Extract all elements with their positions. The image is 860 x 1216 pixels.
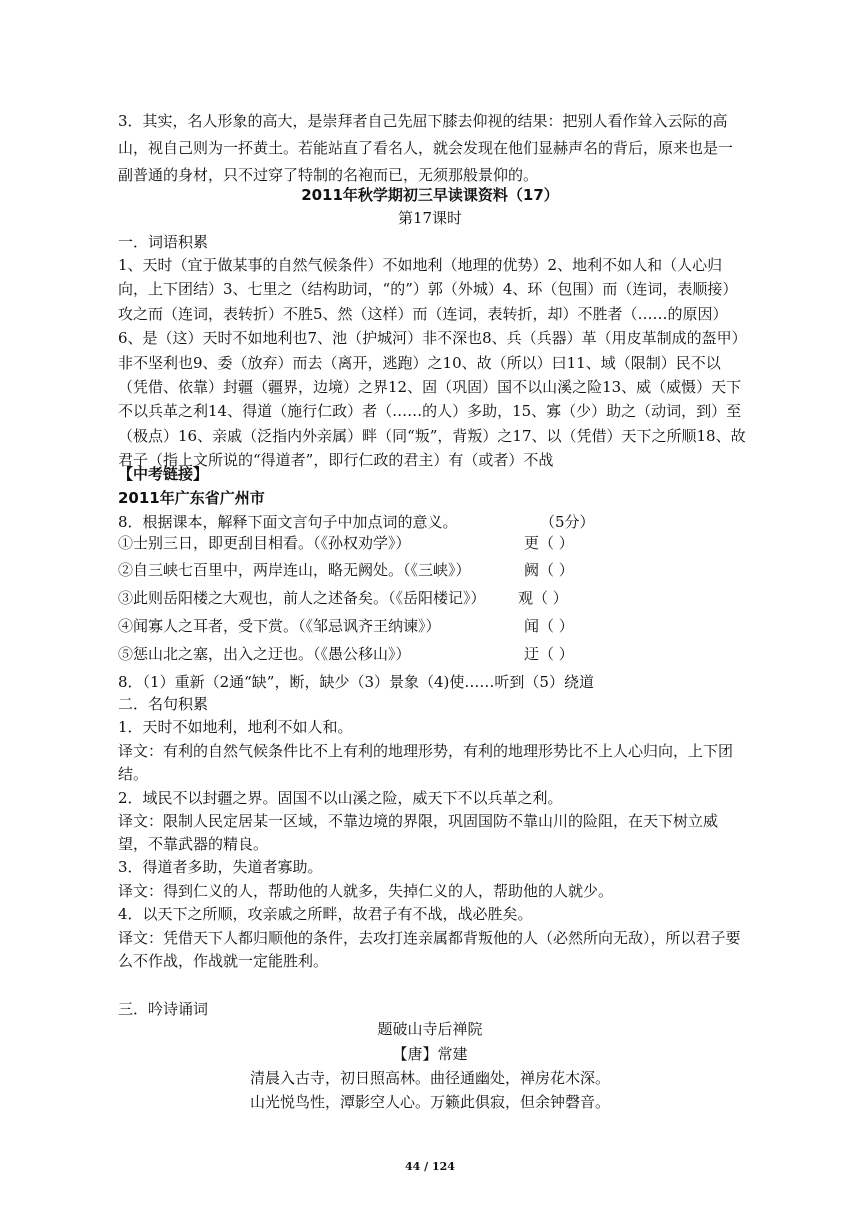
question-8: 8．根据课本，解释下面文言句子中加点词的意义。 <box>118 513 458 531</box>
quote-translation: 译文：有利的自然气候条件比不上有利的地理形势，有利的地理形势比不上人心归向，上下团结。 <box>118 742 734 783</box>
poem-line: 山光悦鸟性，潭影空人心。万籁此俱寂，但余钟磬音。 <box>249 1093 610 1111</box>
answer-blank: 更（ ） <box>524 534 574 552</box>
quote-line: 1．天时不如地利，地利不如人和。 <box>118 718 353 736</box>
answer-blank: 观（ ） <box>518 589 568 607</box>
quote-translation: 译文：凭借天下人都归顺他的条件，去攻打连亲属都背叛他的人（必然所向无敌），所以君子要么不作战，作战就一定能胜利。 <box>118 929 741 970</box>
poem-line: 清晨入古寺，初日照高林。曲径通幽处，禅房花木深。 <box>249 1069 610 1087</box>
poem-title: 题破山寺后禅院 <box>377 1020 483 1038</box>
lesson-label: 第17课时 <box>397 209 463 227</box>
question-8-answer: 8．（1）重新（2通“缺”，断，缺少（3）景象（4)使……听到（5）绕道 <box>118 673 594 691</box>
answer-blank: 阙（ ） <box>524 561 574 579</box>
question-item: ④闻寡人之耳者，受下赏。（《邹忌讽齐王纳谏》） <box>118 617 441 635</box>
section-vocab-heading: 一．词语积累 <box>118 233 209 251</box>
quote-line: 2．域民不以封疆之界。固国不以山溪之险，威天下不以兵革之利。 <box>118 789 563 807</box>
page-number: 44 / 124 <box>405 1160 455 1173</box>
question-item: ②自三峡七百里中，两岸连山，略无阙处。（《三峡》） <box>118 561 471 579</box>
quote-line: 4．以天下之所顺，攻亲戚之所畔，故君子有不战，战必胜矣。 <box>118 905 533 923</box>
quote-translation: 译文：限制人民定居某一区域，不靠边境的界限，巩固国防不靠山川的险阻，在天下树立威望，不靠武器的精良。 <box>118 812 719 853</box>
quote-line: 3．得道者多助，失道者寡助。 <box>118 858 323 876</box>
answer-blank: 迂（ ） <box>524 645 574 663</box>
quote-translation: 译文：得到仁义的人，帮助他的人就多，失掉仁义的人，帮助他的人就少。 <box>118 882 614 900</box>
question-item: ⑤惩山北之塞，出入之迂也。（《愚公移山》） <box>118 645 411 663</box>
section-quotes-heading: 二．名句积累 <box>118 695 209 713</box>
question-item: ①士别三日，即更刮目相看。（《孙权劝学》） <box>118 534 411 552</box>
question-8-score: （5分） <box>540 513 595 531</box>
section-poem-heading: 三．吟诗诵词 <box>118 1000 209 1018</box>
doc-title: 2011年秋学期初三早读课资料（17） <box>301 186 559 204</box>
exam-source: 2011年广东省广州市 <box>118 489 265 507</box>
poem-author: 【唐】常建 <box>392 1045 468 1063</box>
question-item: ③此则岳阳楼之大观也，前人之述备矣。（《岳阳楼记》） <box>118 589 486 607</box>
exam-link-heading: 【中考链接】 <box>118 465 209 483</box>
answer-blank: 闻（ ） <box>524 617 574 635</box>
vocab-paragraph: 1、天时（宜于做某事的自然气候条件）不如地利（地理的优势）2、地利不如人和（人心归向，上下团结）3、七里之（结构助词，“的”）郭（外城）4、环（包围）而（连词，表顺接）攻之而（连词，表转折）不胜5、然（这样）而（连词，表转折，却）不胜者（……的原因）6、是（这）天时不如地利也7、池（护城河）非不深也8、兵（兵器）革（用皮革制成的盔甲）非不坚利也9、委（放弃）而去（离开，逃跑）之10、故（所以）曰11、域（限制）民不以（凭借、依靠）封疆（疆界，边境）之界12、固（巩固）国不以山溪之险13、威（威慑）天下不以兵革之利14、得道（施行仁政）者（……的人）多助，15、寡（少）助之（动词，到）至（极点）16、亲戚（泛指内外亲属）畔（同“叛”，背叛）之17、以（凭借）天下之所顺18、故君子（指上文所说的“得道者”，即行仁政的君主）有（或者）不战 <box>118 256 746 470</box>
intro-paragraph: 3．其实，名人形象的高大，是崇拜者自己先屈下膝去仰视的结果：把别人看作耸入云际的高山，视自己则为一抔黄土。若能站直了看名人，就会发现在他们显赫声名的背后，原来也是一副普通的身材，只不过穿了特制的名袍而已，无须那般景仰的。 <box>118 112 734 184</box>
